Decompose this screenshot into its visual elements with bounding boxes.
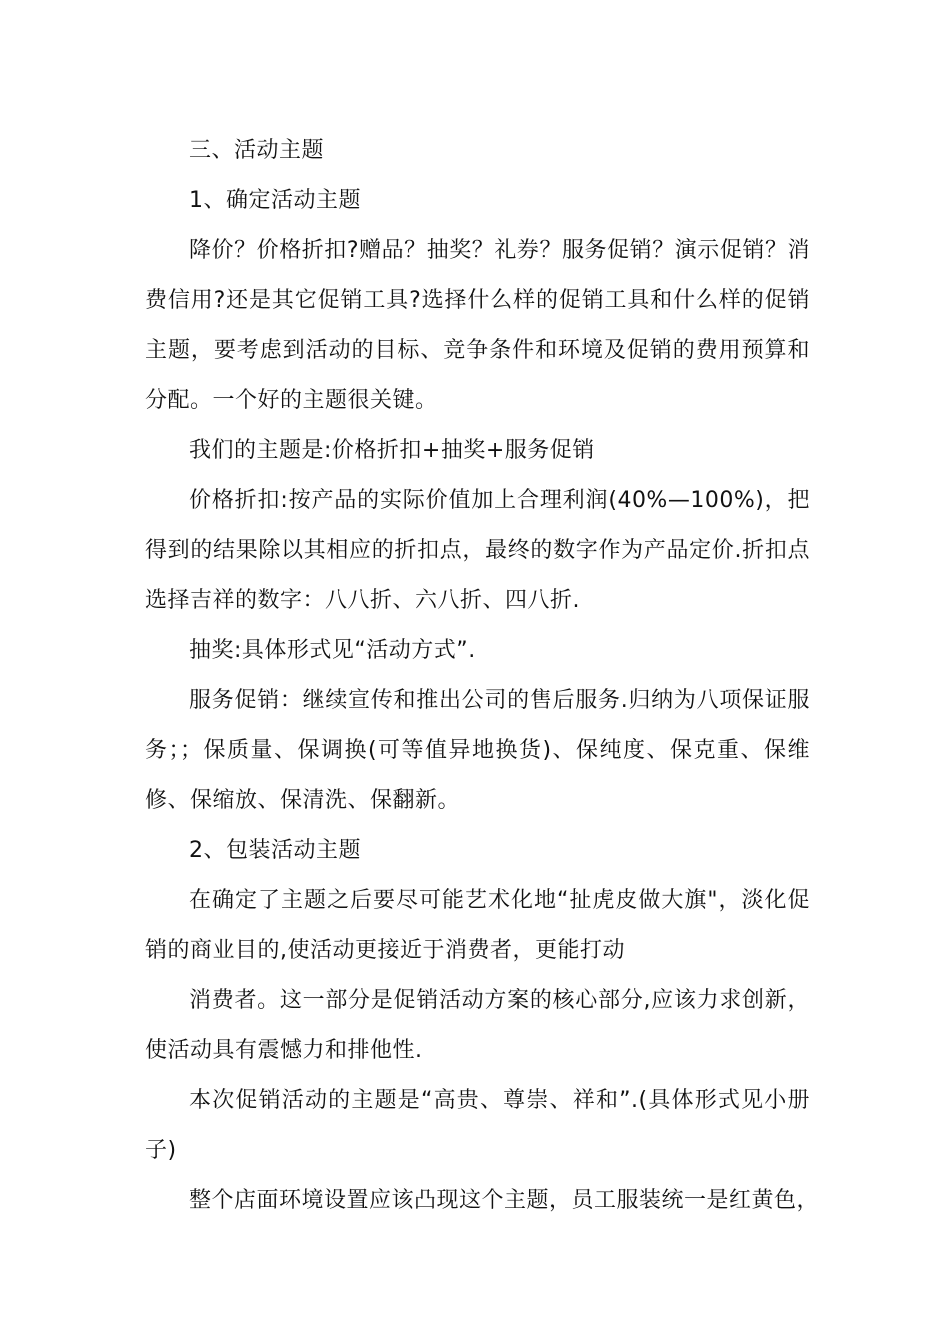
paragraph-line: 我们的主题是:价格折扣+抽奖+服务促销	[189, 438, 595, 463]
paragraph-line: 本次促销活动的主题是“高贵、尊崇、祥和”.(具体形式见小册	[189, 1088, 810, 1113]
paragraph-line: 消费者。这一部分是促销活动方案的核心部分,应该力求创新，	[189, 988, 810, 1013]
paragraph-line: 主题，要考虑到活动的目标、竞争条件和环境及促销的费用预算和	[145, 338, 810, 363]
paragraph-line: 服务促销：继续宣传和推出公司的售后服务.归纳为八项保证服	[189, 688, 810, 713]
paragraph-line: 价格折扣:按产品的实际价值加上合理利润(40%—100%)，把	[189, 488, 810, 513]
paragraph-line: 抽奖:具体形式见“活动方式”.	[189, 638, 476, 663]
paragraph-line: 得到的结果除以其相应的折扣点，最终的数字作为产品定价.折扣点	[145, 538, 810, 563]
paragraph-line: 选择吉祥的数字：八八折、六八折、四八折.	[145, 588, 580, 613]
paragraph-line: 在确定了主题之后要尽可能艺术化地“扯虎皮做大旗"，淡化促	[189, 888, 810, 913]
paragraph-line: 务；；保质量、保调换(可等值异地换货)、保纯度、保克重、保维	[145, 738, 810, 763]
section-heading: 三、活动主题	[189, 138, 325, 163]
paragraph-line: 整个店面环境设置应该凸现这个主题，员工服装统一是红黄色，	[189, 1188, 820, 1213]
paragraph-line: 使活动具有震憾力和排他性.	[145, 1038, 423, 1063]
paragraph-line: 修、保缩放、保清洗、保翻新。	[145, 788, 461, 813]
paragraph-line: 销的商业目的,使活动更接近于消费者，更能打动	[145, 938, 625, 963]
paragraph-line: 分配。一个好的主题很关键。	[145, 388, 438, 413]
paragraph-line: 降价？价格折扣?赠品？抽奖？礼券？服务促销？演示促销？消	[189, 238, 810, 263]
subsection-heading: 2、包装活动主题	[189, 838, 361, 863]
paragraph-line: 费信用?还是其它促销工具?选择什么样的促销工具和什么样的促销	[145, 288, 810, 313]
subsection-heading: 1、确定活动主题	[189, 188, 361, 213]
paragraph-line: 子)	[145, 1138, 177, 1163]
